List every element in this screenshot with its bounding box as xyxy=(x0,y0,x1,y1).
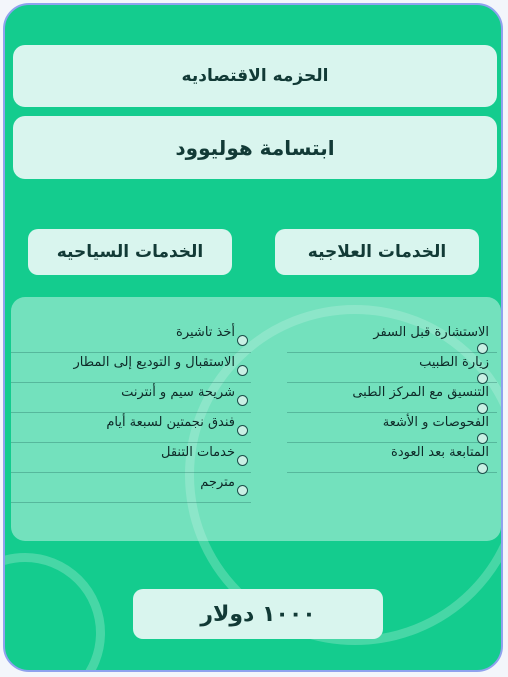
list-item xyxy=(11,383,251,413)
medical-services-list xyxy=(287,323,497,473)
list-item xyxy=(287,353,497,383)
list-item-label: مترجم xyxy=(200,475,235,490)
list-item-label: شريحة سيم و أنترنت xyxy=(121,385,235,400)
list-item xyxy=(11,473,251,503)
circle-bullet-icon xyxy=(237,335,248,346)
decorative-ring-small xyxy=(3,553,105,672)
list-item-label: زيارة الطبيب xyxy=(419,355,489,370)
tourism-services-list xyxy=(11,323,251,503)
list-item-label: الاستقبال و التوديع إلى المطار xyxy=(73,355,235,370)
medical-services-heading: الخدمات العلاجيه xyxy=(275,229,479,275)
package-card xyxy=(3,3,503,672)
list-item-label: أخذ تاشيرة xyxy=(176,325,235,340)
circle-bullet-icon xyxy=(237,365,248,376)
list-item-label: الفحوصات و الأشعة xyxy=(382,415,489,430)
list-item xyxy=(287,383,497,413)
list-item-label: المتابعة بعد العودة xyxy=(391,445,489,460)
circle-bullet-icon xyxy=(237,455,248,466)
package-name: ابتسامة هوليوود xyxy=(13,116,497,179)
tourism-services-heading: الخدمات السياحيه xyxy=(28,229,232,275)
list-item xyxy=(287,413,497,443)
list-item-label: فندق نجمتين لسبعة أيام xyxy=(106,415,235,430)
circle-bullet-icon xyxy=(477,463,488,474)
circle-bullet-icon xyxy=(237,425,248,436)
list-item xyxy=(11,443,251,473)
price-badge: ١٠٠٠ دولار xyxy=(133,589,383,639)
circle-bullet-icon xyxy=(237,395,248,406)
list-item xyxy=(287,323,497,353)
list-item xyxy=(11,353,251,383)
list-item xyxy=(11,413,251,443)
list-item-label: خدمات التنقل xyxy=(161,445,235,460)
circle-bullet-icon xyxy=(237,485,248,496)
list-item xyxy=(11,323,251,353)
list-item-label: الاستشارة قبل السفر xyxy=(373,325,489,340)
package-title: الحزمه الاقتصاديه xyxy=(13,45,497,107)
list-item-label: التنسيق مع المركز الطبى xyxy=(352,385,489,400)
list-item xyxy=(287,443,497,473)
